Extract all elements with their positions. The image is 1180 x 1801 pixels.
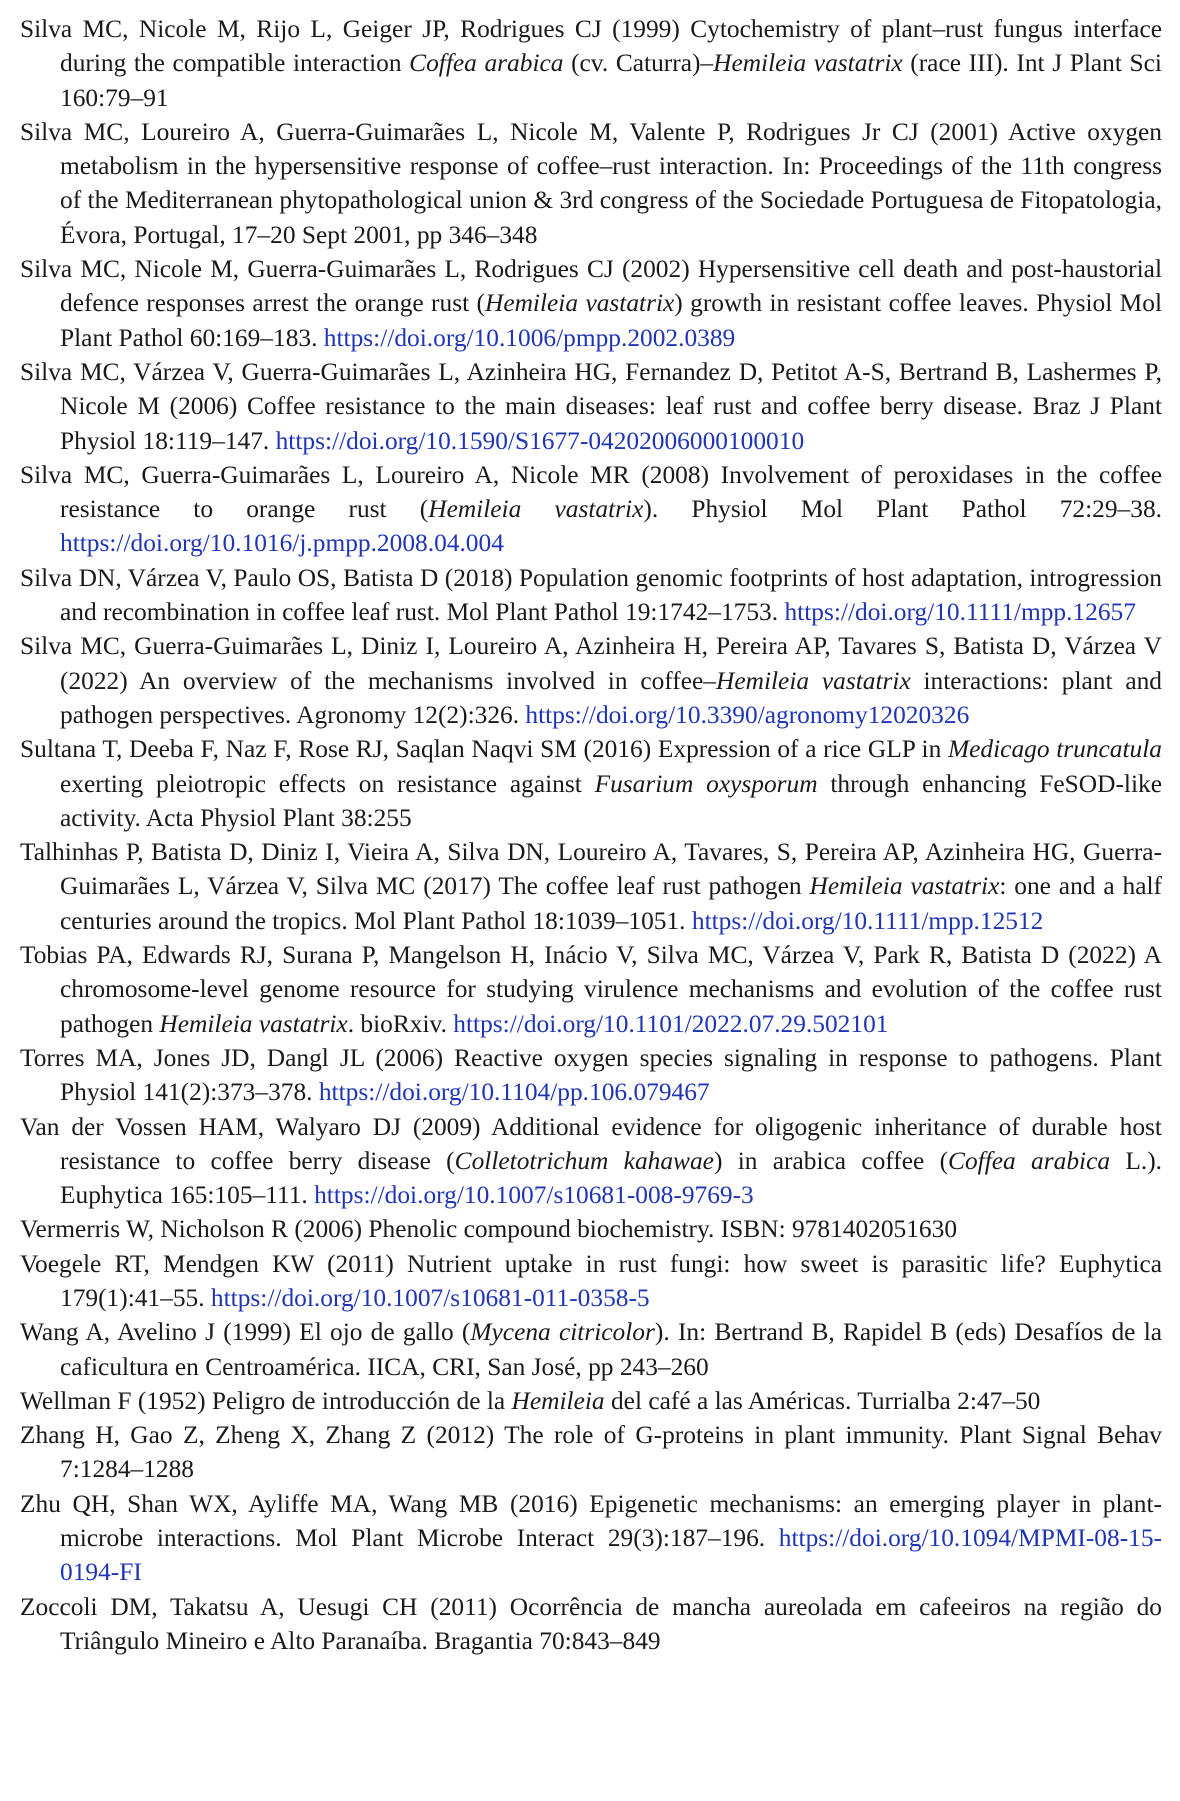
doi-link[interactable]: https://doi.org/10.1111/mpp.12657 — [784, 598, 1136, 627]
reference-text: Silva MC, Nicole M, Rijo L, Geiger JP, Rodrigues CJ (1999) Cytochemistry of plant–rust fungus interface during the compatible interaction — [20, 15, 1162, 78]
reference-text: (race III). Int J Plant Sci 160:79–91 — [60, 49, 1162, 112]
species-name: Coffea arabica — [948, 1146, 1111, 1175]
reference-entry — [20, 732, 1162, 835]
reference-text: : one and a half centuries around the tropics. Mol Plant Pathol 18:1039–1051. — [60, 872, 1162, 935]
doi-link[interactable]: https://doi.org/10.1111/mpp.12512 — [691, 906, 1044, 935]
reference-text: Sultana T, Deeba F, Naz F, Rose RJ, Saqlan Naqvi SM (2016) Expression of a rice GLP in — [20, 735, 948, 764]
reference-text: L.). Euphytica 165:105–111. — [60, 1146, 1163, 1210]
reference-entry — [20, 1315, 1162, 1384]
reference-entry — [20, 252, 1162, 355]
doi-link[interactable]: https://doi.org/10.3390/agronomy12020326 — [525, 700, 970, 729]
reference-text: Talhinhas P, Batista D, Diniz I, Vieira A, Silva DN, Loureiro A, Tavares, S, Pereira AP, Azinheira HG, Guerra-Guimarães L, Várzea V, Silva MC (2017) The coffee leaf rust pathogen — [20, 838, 1162, 901]
reference-text: Silva MC, Várzea V, Guerra-Guimarães L, Azinheira HG, Fernandez D, Petitot A-S, Bertrand B, Lashermes P, Nicole M (2006) Coffee resistance to the main diseases: leaf rust and coffee berry disease. Braz J Plant Physiol 18:119–147. — [20, 357, 1162, 455]
reference-entry — [20, 1384, 1162, 1418]
species-name: Fusarium oxysporum — [594, 769, 818, 798]
reference-text: Zoccoli DM, Takatsu A, Uesugi CH (2011) Ocorrência de mancha aureolada em cafeeiros na região do Triângulo Mineiro e Alto Paranaíba. Bragantia 70:843–849 — [20, 1592, 1162, 1655]
reference-text: Silva MC, Guerra-Guimarães L, Diniz I, Loureiro A, Azinheira H, Pereira AP, Tavares S, Batista D, Várzea V (2022) An overview of the mechanisms involved in coffee– — [20, 632, 1162, 695]
reference-text: Torres MA, Jones JD, Dangl JL (2006) Reactive oxygen species signaling in response to pathogens. Plant Physiol 141(2):373–378. — [20, 1043, 1162, 1107]
reference-text: exerting pleiotropic effects on resistance against — [60, 769, 595, 798]
doi-link[interactable]: https://doi.org/10.1094/MPMI-08-15-0194-FI — [60, 1524, 1162, 1587]
doi-link[interactable]: https://doi.org/10.1101/2022.07.29.502101 — [453, 1009, 889, 1038]
reference-entry — [20, 115, 1162, 252]
reference-text: Silva MC, Loureiro A, Guerra-Guimarães L, Nicole M, Valente P, Rodrigues Jr CJ (2001) Active oxygen metabolism in the hypersensitive response of coffee–rust interaction. In: Proceedings of the 11th congress of the Mediterranean phytopathological union & 3rd congress of the Sociedade Portuguesa de Fitopatologia, Évora, Portugal, 17–20 Sept 2001, pp 346–348 — [20, 117, 1162, 249]
species-name: Hemileia vastatrix — [713, 49, 903, 78]
reference-entry — [20, 629, 1162, 732]
reference-entry — [20, 1590, 1162, 1659]
species-name: Hemileia vastatrix — [484, 289, 675, 318]
reference-entry — [20, 1110, 1162, 1213]
reference-text: ). Physiol Mol Plant Pathol 72:29–38. — [643, 495, 1162, 524]
doi-link[interactable]: https://doi.org/10.1590/S1677-04202006000100010 — [275, 426, 805, 455]
species-name: Mycena citricolor — [470, 1318, 655, 1347]
reference-entry — [20, 1041, 1162, 1110]
reference-text: Zhu QH, Shan WX, Ayliffe MA, Wang MB (2016) Epigenetic mechanisms: an emerging player in plant-microbe interactions. Mol Plant Microbe Interact 29(3):187–196. — [20, 1489, 1162, 1553]
species-name: Hemileia vastatrix — [809, 872, 1000, 901]
reference-text: Vermerris W, Nicholson R (2006) Phenolic compound biochemistry. ISBN: 9781402051630 — [20, 1215, 958, 1244]
reference-text: ) in arabica coffee ( — [713, 1146, 949, 1175]
doi-link[interactable]: https://doi.org/10.1007/s10681-011-0358-5 — [210, 1283, 650, 1312]
reference-text: Van der Vossen HAM, Walyaro DJ (2009) Additional evidence for oligogenic inheritance of durable host resistance to coffee berry disease ( — [20, 1112, 1162, 1175]
reference-entry — [20, 458, 1162, 561]
reference-list — [20, 12, 1162, 1658]
reference-text: del café a las Américas. Turrialba 2:47–50 — [604, 1386, 1041, 1415]
reference-text: Wellman F (1952) Peligro de introducción de la — [20, 1386, 512, 1415]
species-name: Medicago truncatula — [948, 735, 1162, 764]
doi-link[interactable]: https://doi.org/10.1007/s10681-008-9769-3 — [314, 1181, 754, 1210]
reference-entry — [20, 835, 1162, 938]
reference-entry — [20, 12, 1162, 115]
reference-text: ) growth in resistant coffee leaves. Physiol Mol Plant Pathol 60:169–183. — [60, 289, 1162, 352]
reference-entry — [20, 355, 1162, 458]
reference-text: Voegele RT, Mendgen KW (2011) Nutrient uptake in rust fungi: how sweet is parasitic life? Euphytica 179(1):41–55. — [20, 1249, 1162, 1312]
doi-link[interactable]: https://doi.org/10.1006/pmpp.2002.0389 — [323, 323, 736, 352]
species-name: Hemileia vastatrix — [428, 495, 644, 524]
species-name: Hemileia vastatrix — [716, 666, 911, 695]
doi-link[interactable]: https://doi.org/10.1104/pp.106.079467 — [318, 1078, 710, 1107]
reference-text: Wang A, Avelino J (1999) El ojo de gallo ( — [20, 1318, 471, 1347]
reference-text: Silva DN, Várzea V, Paulo OS, Batista D (2018) Population genomic footprints of host adaptation, introgression and recombination in coffee leaf rust. Mol Plant Pathol 19:1742–1753. — [20, 563, 1162, 627]
reference-entry — [20, 1418, 1162, 1487]
species-name: Hemileia — [511, 1386, 605, 1415]
reference-text: Silva MC, Guerra-Guimarães L, Loureiro A, Nicole MR (2008) Involvement of peroxidases in the coffee resistance to orange rust ( — [20, 460, 1162, 524]
doi-link[interactable]: https://doi.org/10.1016/j.pmpp.2008.04.004 — [60, 529, 504, 558]
reference-text: Tobias PA, Edwards RJ, Surana P, Mangelson H, Inácio V, Silva MC, Várzea V, Park R, Batista D (2022) A chromosome-level genome resource for studying virulence mechanisms and evolution of the coffee rust pathogen — [20, 941, 1162, 1038]
reference-entry — [20, 1487, 1162, 1590]
reference-text: (cv. Caturra)– — [563, 49, 714, 78]
species-name: Hemileia vastatrix — [159, 1009, 348, 1038]
species-name: Coffea arabica — [409, 49, 564, 78]
reference-text: ). In: Bertrand B, Rapidel B (eds) Desafíos de la caficultura en Centroamérica. IICA, CRI, San José, pp 243–260 — [60, 1318, 1163, 1381]
reference-entry — [20, 561, 1162, 630]
species-name: Colletotrichum kahawae — [454, 1146, 714, 1175]
reference-text: Silva MC, Nicole M, Guerra-Guimarães L, Rodrigues CJ (2002) Hypersensitive cell death and post-haustorial defence responses arrest the orange rust ( — [20, 255, 1162, 318]
reference-text: through enhancing FeSOD-like activity. Acta Physiol Plant 38:255 — [60, 769, 1162, 832]
reference-text: interactions: plant and pathogen perspectives. Agronomy 12(2):326. — [60, 666, 1162, 729]
reference-entry — [20, 938, 1162, 1041]
reference-text: Zhang H, Gao Z, Zheng X, Zhang Z (2012) The role of G-proteins in plant immunity. Plant Signal Behav 7:1284–1288 — [20, 1421, 1162, 1484]
reference-entry — [20, 1247, 1162, 1316]
reference-entry — [20, 1212, 1162, 1246]
reference-text: . bioRxiv. — [347, 1009, 454, 1038]
